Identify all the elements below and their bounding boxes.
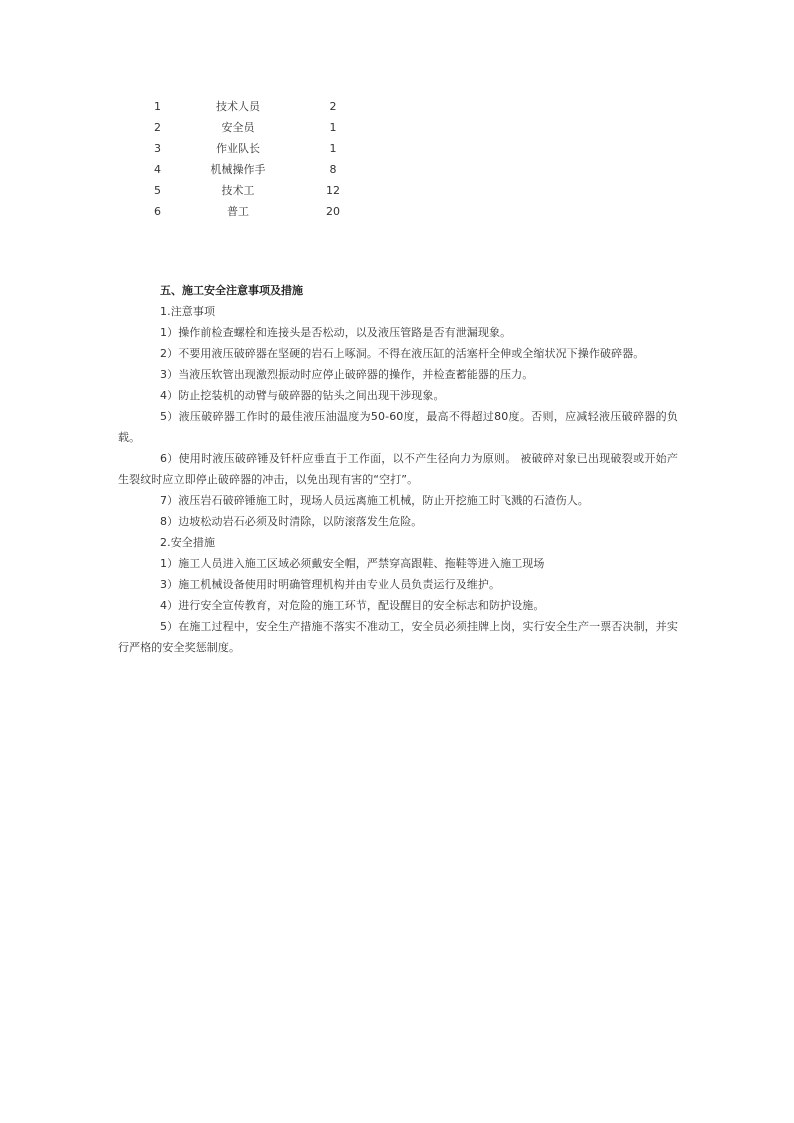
row-count: 2	[329, 100, 337, 113]
table-row	[118, 138, 378, 159]
list-item: 4）防止挖装机的动臂与破碎器的钻头之间出现干涉现象。	[160, 389, 445, 402]
row-number: 3	[154, 142, 161, 155]
subsection-heading: 2.安全措施	[160, 536, 216, 549]
table-row	[118, 201, 378, 222]
section-title: 五、施工安全注意事项及措施	[160, 284, 303, 297]
row-number: 2	[154, 121, 161, 134]
row-role: 作业队长	[216, 142, 260, 155]
table-row	[118, 96, 378, 117]
row-number: 1	[154, 100, 161, 113]
list-item: 5）在施工过程中，安全生产措施不落实不准动工，安全员必须挂牌上岗，实行安全生产一票否决制，并实行严格的安全奖惩制度。	[118, 620, 678, 654]
row-number: 4	[154, 163, 161, 176]
row-count: 1	[329, 142, 337, 155]
row-number: 5	[154, 184, 161, 197]
row-role: 普工	[227, 205, 249, 218]
row-count: 1	[329, 121, 337, 134]
list-item: 8）边坡松动岩石必须及时清除，以防滚落发生危险。	[160, 515, 423, 528]
row-role: 安全员	[221, 121, 255, 134]
list-item: 2）不要用液压破碎器在坚硬的岩石上啄洞。不得在液压缸的活塞杆全伸或全缩状况下操作破碎器。	[160, 347, 645, 360]
list-item: 7）液压岩石破碎锤施工时，现场人员远离施工机械，防止开挖施工时飞溅的石渣伤人。	[160, 494, 589, 507]
row-count: 20	[326, 205, 340, 218]
list-item: 6）使用时液压破碎锤及钎杆应垂直于工作面，以不产生径向力为原则。 被破碎对象已出现破裂或开始产生裂纹时应立即停止破碎器的冲击，以免出现有害的“空打”。	[118, 452, 678, 486]
row-number: 6	[154, 205, 161, 218]
row-count: 8	[329, 163, 337, 176]
safety-section	[118, 280, 678, 658]
list-item: 3）施工机械设备使用时明确管理机构并由专业人员负责运行及维护。	[160, 578, 501, 591]
row-role: 机械操作手	[210, 163, 266, 176]
row-role: 技术人员	[216, 100, 260, 113]
list-item: 1）操作前检查螺栓和连接头是否松动，以及液压管路是否有泄漏现象。	[160, 326, 512, 339]
table-row	[118, 117, 378, 138]
list-item: 1）施工人员进入施工区域必须戴安全帽，严禁穿高跟鞋、拖鞋等进入施工现场	[160, 557, 545, 570]
list-item: 4）进行安全宣传教育，对危险的施工环节，配设醒目的安全标志和防护设施。	[160, 599, 545, 612]
staff-table	[118, 96, 378, 222]
table-row	[118, 159, 378, 180]
row-role: 技术工	[221, 184, 255, 197]
list-item: 3）当液压软管出现激烈振动时应停止破碎器的操作，并检查蓄能器的压力。	[160, 368, 534, 381]
subsection-heading: 1.注意事项	[160, 305, 216, 318]
list-item: 5）液压破碎器工作时的最佳液压油温度为50-60度，最高不得超过80度。否则，应减轻液压破碎器的负载。	[118, 410, 678, 444]
row-count: 12	[326, 184, 340, 197]
table-row	[118, 180, 378, 201]
